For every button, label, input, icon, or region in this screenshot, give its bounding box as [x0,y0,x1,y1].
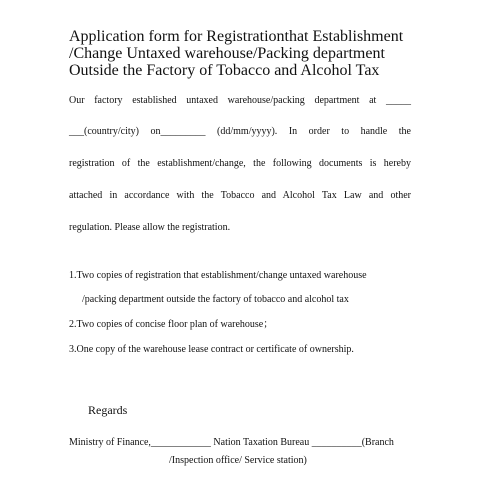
form-title-line-1: Application form for Registrationthat Establishment [69,28,404,45]
form-title-line-2: /Change Untaxed warehouse/Packing department [69,45,385,62]
statement-line-2: ___(country/city) on_________ (dd/mm/yyyy). In order to handle the [69,126,411,137]
statement-line-3: registration of the establishment/change, the following documents is hereby [69,158,411,169]
addressee-line-1: Ministry of Finance,____________ Nation Taxation Bureau __________(Branch [69,437,394,448]
document-item-2: 2.Two copies of concise floor plan of warehouse； [69,319,274,330]
regards-closing: Regards [88,403,128,417]
statement-line-1: Our factory established untaxed warehouse/packing department at _____ [69,95,411,106]
form-title [69,28,419,79]
addressee-line-2: /Inspection office/ Service station) [169,455,307,466]
document-item-3: 3.One copy of the warehouse lease contract or certificate of ownership. [69,344,354,355]
document-item-1-continued: /packing department outside the factory of tobacco and alcohol tax [82,294,349,305]
statement-line-5: regulation. Please allow the registration. [69,222,231,233]
form-title-line-3: Outside the Factory of Tobacco and Alcohol Tax [69,62,380,79]
document-item-1: 1.Two copies of registration that establishment/change untaxed warehouse [69,270,367,281]
statement-line-4: attached in accordance with the Tobacco and Alcohol Tax Law and other [69,190,411,201]
